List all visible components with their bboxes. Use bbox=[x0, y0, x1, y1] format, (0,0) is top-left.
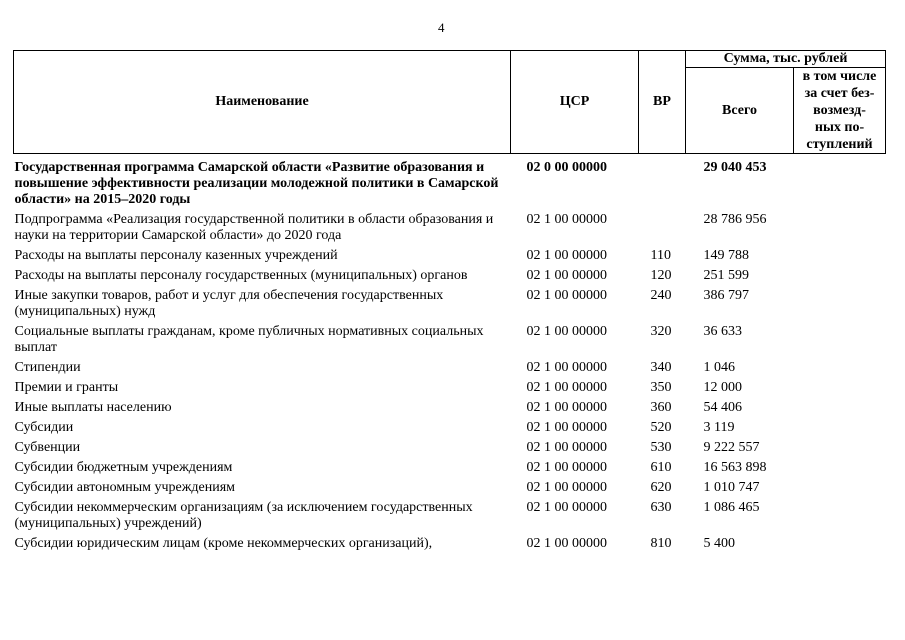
row-name: Государственная программа Самарской области «Развитие образования и повышение эффективности реализации молодежной политики в Самарской области» на 2015–2020 годы bbox=[14, 160, 499, 207]
row-name: Субсидии автономным учреждениям bbox=[14, 480, 236, 495]
row-total: 16 563 898 bbox=[703, 460, 767, 475]
row-total: 149 788 bbox=[703, 248, 749, 263]
row-vr: 520 bbox=[650, 420, 672, 435]
row-name: Иные выплаты населению bbox=[14, 400, 172, 415]
table-row bbox=[14, 324, 886, 360]
row-vr: 530 bbox=[650, 440, 672, 455]
row-free bbox=[794, 248, 886, 268]
table-row bbox=[14, 360, 886, 380]
row-csr: 02 1 00 00000 bbox=[526, 248, 607, 263]
table-row bbox=[14, 288, 886, 324]
row-name: Иные закупки товаров, работ и услуг для обеспечения государственных (муниципальных) нужд bbox=[14, 288, 444, 319]
header-total: Всего bbox=[686, 68, 794, 154]
row-total: 3 119 bbox=[703, 420, 735, 435]
row-name: Субсидии некоммерческим организациям (за исключением государственных (муниципальных) учреждений) bbox=[14, 500, 473, 531]
row-vr: 360 bbox=[650, 400, 672, 415]
row-csr: 02 1 00 00000 bbox=[526, 420, 607, 435]
table-row bbox=[14, 420, 886, 440]
budget-table bbox=[13, 50, 886, 556]
row-csr: 02 1 00 00000 bbox=[526, 212, 607, 227]
table-header bbox=[14, 51, 886, 154]
row-csr: 02 1 00 00000 bbox=[526, 380, 607, 395]
header-sum: Сумма, тыс. рублей bbox=[686, 51, 886, 68]
header-free-line-2: за счет без- bbox=[804, 86, 875, 101]
row-free bbox=[794, 460, 886, 480]
table-body bbox=[14, 154, 886, 557]
header-name: Наименование bbox=[14, 51, 511, 154]
row-free bbox=[794, 500, 886, 536]
row-name: Субсидии bbox=[14, 420, 74, 435]
row-csr: 02 1 00 00000 bbox=[526, 324, 607, 339]
row-name: Субсидии юридическим лицам (кроме некоммерческих организаций), bbox=[14, 536, 433, 551]
row-name: Социальные выплаты гражданам, кроме публичных нормативных социальных выплат bbox=[14, 324, 484, 355]
header-free-line-1: в том числе bbox=[802, 69, 877, 84]
row-total: 36 633 bbox=[703, 324, 742, 339]
row-csr: 02 0 00 00000 bbox=[526, 160, 607, 175]
page-number: 4 bbox=[438, 20, 445, 35]
row-free bbox=[794, 324, 886, 360]
row-free bbox=[794, 536, 886, 556]
header-vr: ВР bbox=[639, 51, 686, 154]
table-row bbox=[14, 268, 886, 288]
row-total: 5 400 bbox=[703, 536, 735, 551]
row-csr: 02 1 00 00000 bbox=[526, 400, 607, 415]
row-total: 9 222 557 bbox=[703, 440, 760, 455]
row-csr: 02 1 00 00000 bbox=[526, 480, 607, 495]
table-row bbox=[14, 212, 886, 248]
table-row bbox=[14, 500, 886, 536]
row-csr: 02 1 00 00000 bbox=[526, 500, 607, 515]
row-free bbox=[794, 440, 886, 460]
row-name: Субвенции bbox=[14, 440, 81, 455]
table-row bbox=[14, 536, 886, 556]
table-row bbox=[14, 400, 886, 420]
row-free bbox=[794, 480, 886, 500]
row-free bbox=[794, 400, 886, 420]
row-vr: 340 bbox=[650, 360, 672, 375]
header-free-line-4: ных по- bbox=[814, 120, 865, 135]
row-vr bbox=[639, 212, 686, 248]
row-vr: 120 bbox=[650, 268, 672, 283]
row-free bbox=[794, 420, 886, 440]
row-name: Стипендии bbox=[14, 360, 81, 375]
table-row bbox=[14, 248, 886, 268]
header-free-line-5: ступлений bbox=[806, 137, 873, 152]
row-total: 28 786 956 bbox=[703, 212, 767, 227]
row-vr: 810 bbox=[650, 536, 672, 551]
row-name: Субсидии бюджетным учреждениям bbox=[14, 460, 233, 475]
row-vr: 110 bbox=[650, 248, 671, 263]
row-vr bbox=[639, 154, 686, 213]
row-csr: 02 1 00 00000 bbox=[526, 536, 607, 551]
row-csr: 02 1 00 00000 bbox=[526, 360, 607, 375]
row-name: Подпрограмма «Реализация государственной политики в области образования и науки на территории Самарской области» до 2020 года bbox=[14, 212, 494, 243]
row-total: 54 406 bbox=[703, 400, 742, 415]
row-total: 1 010 747 bbox=[703, 480, 760, 495]
row-free bbox=[794, 360, 886, 380]
row-vr: 350 bbox=[650, 380, 672, 395]
row-name: Расходы на выплаты персоналу государственных (муниципальных) органов bbox=[14, 268, 468, 283]
header-free bbox=[794, 68, 886, 154]
table-row bbox=[14, 440, 886, 460]
row-csr: 02 1 00 00000 bbox=[526, 288, 607, 303]
row-vr: 320 bbox=[650, 324, 672, 339]
table-row bbox=[14, 154, 886, 213]
row-vr: 610 bbox=[650, 460, 672, 475]
row-csr: 02 1 00 00000 bbox=[526, 268, 607, 283]
row-name: Премии и гранты bbox=[14, 380, 119, 395]
row-free bbox=[794, 154, 886, 213]
row-free bbox=[794, 212, 886, 248]
row-total: 29 040 453 bbox=[703, 160, 767, 175]
row-total: 1 086 465 bbox=[703, 500, 760, 515]
row-vr: 240 bbox=[650, 288, 672, 303]
table-row bbox=[14, 380, 886, 400]
row-total: 12 000 bbox=[703, 380, 742, 395]
row-vr: 620 bbox=[650, 480, 672, 495]
row-csr: 02 1 00 00000 bbox=[526, 440, 607, 455]
row-total: 251 599 bbox=[703, 268, 749, 283]
row-vr: 630 bbox=[650, 500, 672, 515]
table-row bbox=[14, 460, 886, 480]
header-csr: ЦСР bbox=[511, 51, 639, 154]
table-row bbox=[14, 480, 886, 500]
row-csr: 02 1 00 00000 bbox=[526, 460, 607, 475]
row-free bbox=[794, 268, 886, 288]
row-total: 1 046 bbox=[703, 360, 735, 375]
row-total: 386 797 bbox=[703, 288, 749, 303]
row-name: Расходы на выплаты персоналу казенных учреждений bbox=[14, 248, 338, 263]
row-free bbox=[794, 380, 886, 400]
row-free bbox=[794, 288, 886, 324]
header-free-line-3: возмезд- bbox=[813, 103, 866, 118]
